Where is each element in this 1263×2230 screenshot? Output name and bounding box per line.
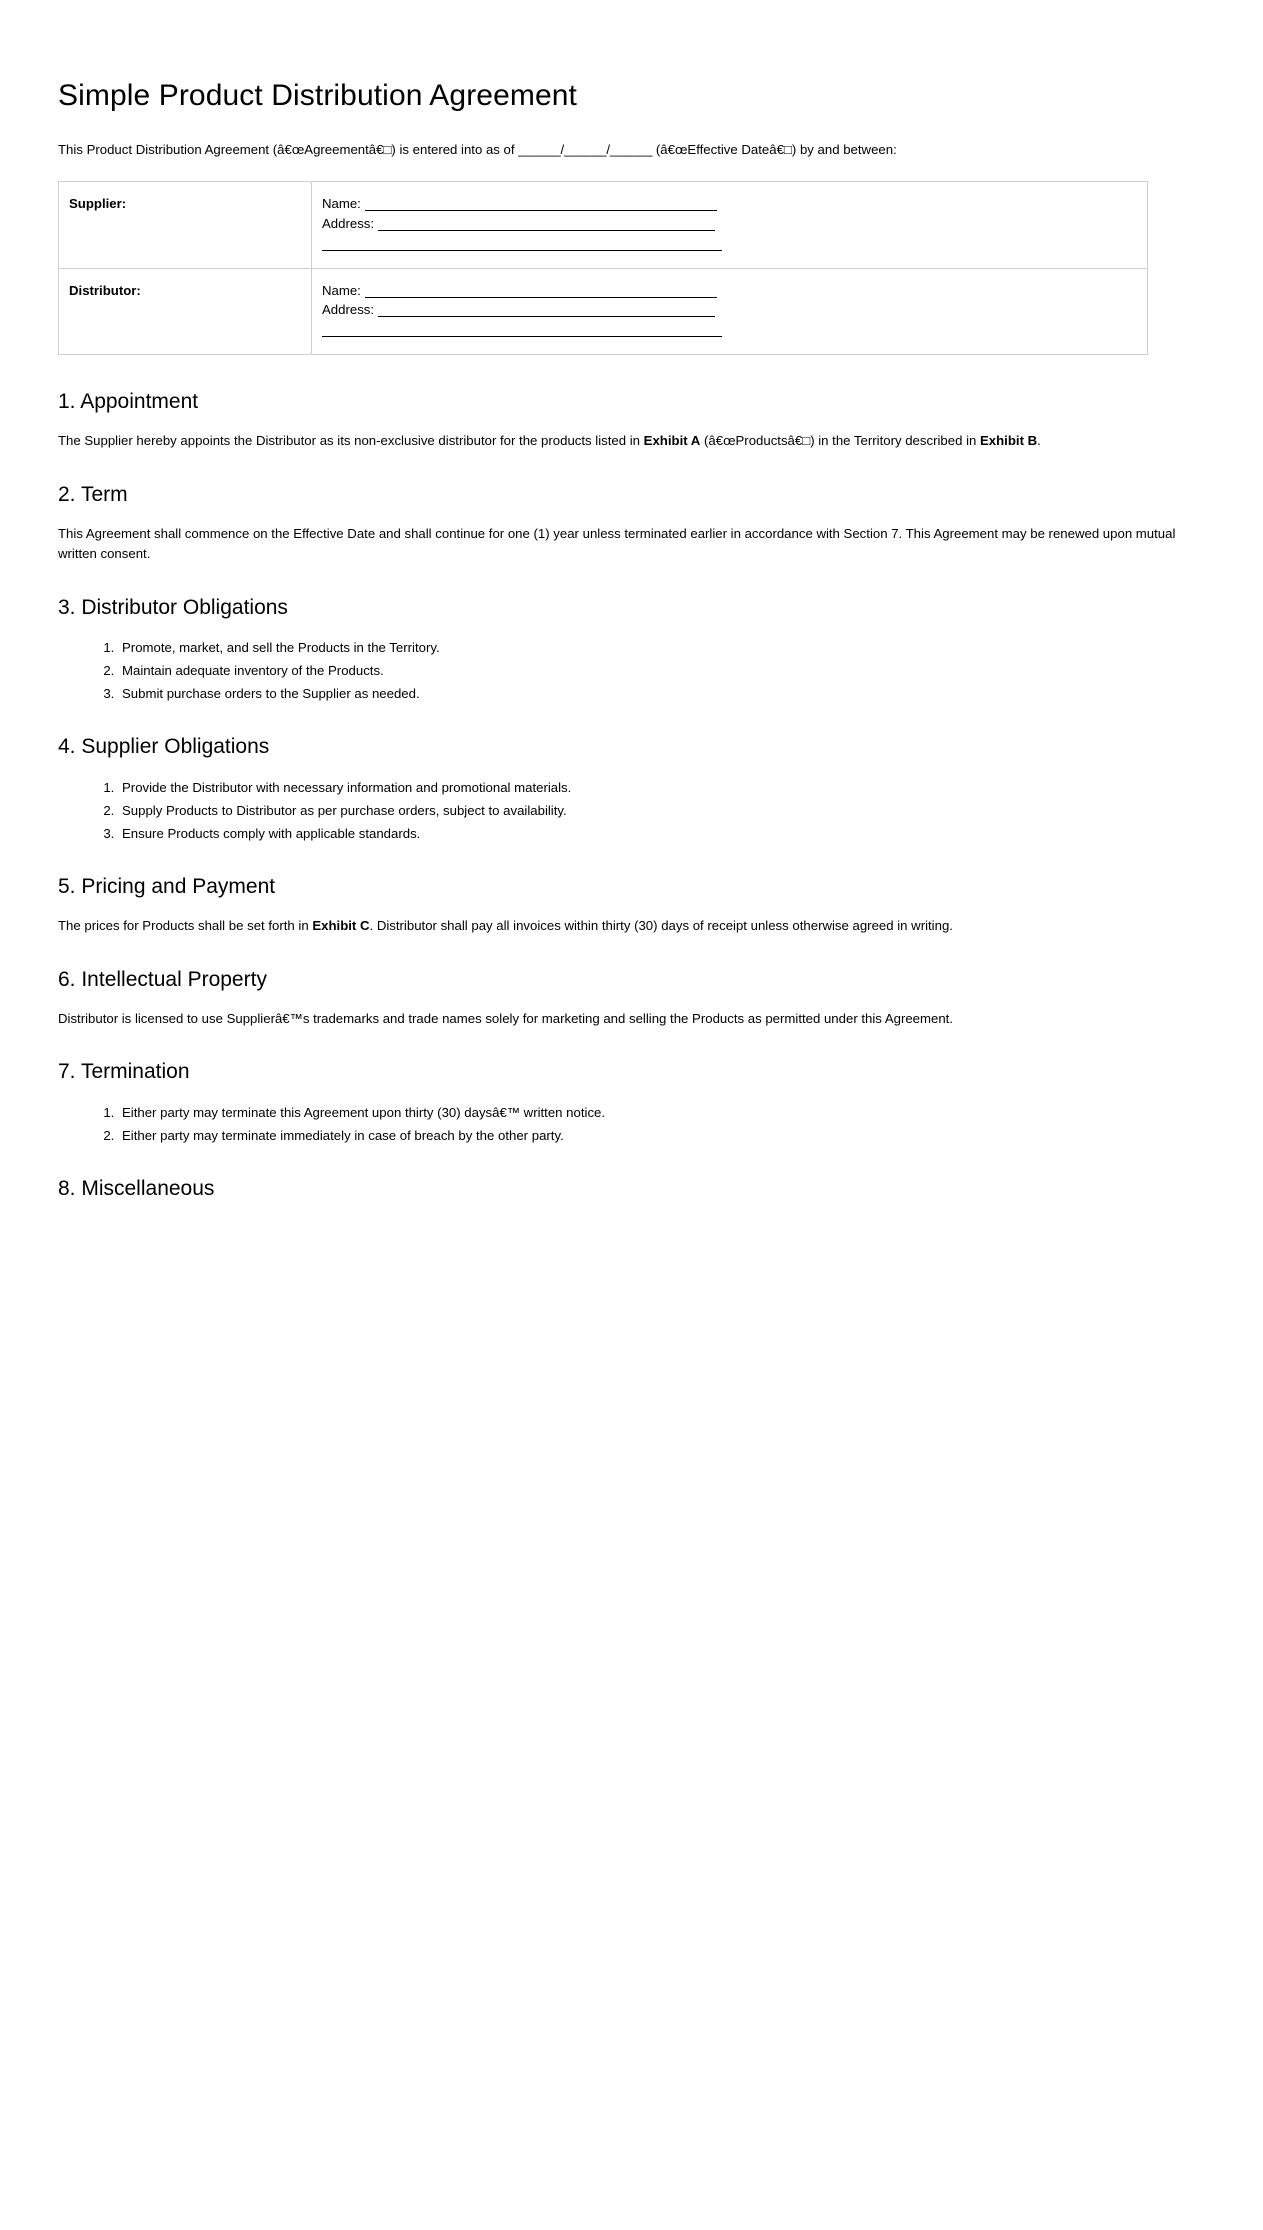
date-blank-month: ______ — [518, 142, 561, 157]
distributor-address-field — [322, 300, 1137, 320]
section-heading-intellectual-property: 6. Intellectual Property — [58, 967, 267, 991]
distributor-name-field — [322, 281, 1137, 301]
supplier-address-label: Address: — [322, 215, 375, 231]
appointment-text-3: . — [1037, 433, 1041, 449]
party-label-distributor: Distributor: — [59, 268, 312, 354]
distributor-name-blank[interactable] — [365, 297, 717, 298]
distributor-name-label: Name: — [322, 282, 361, 298]
distributor-address-continuation — [322, 320, 1137, 340]
list-item: 3. Ensure Products comply with applicable standards. — [118, 823, 1176, 844]
table-row — [59, 182, 1148, 268]
distributor-address-blank[interactable] — [378, 316, 715, 317]
supplier-name-label: Name: — [322, 196, 361, 212]
termination-list — [58, 1102, 1176, 1146]
party-fields-distributor — [312, 268, 1148, 354]
section-body-intellectual-property: Distributor is licensed to use Supplierâ€™s trademarks and trade names solely for marketing and selling the Products as permitted under this Agreement. — [58, 1010, 953, 1026]
party-label-supplier: Supplier: — [59, 182, 312, 268]
list-item: 1. Promote, market, and sell the Products in the Territory. — [118, 637, 1176, 658]
list-item: 2. Maintain adequate inventory of the Products. — [118, 660, 1176, 681]
section-heading-miscellaneous: 8. Miscellaneous — [58, 1176, 215, 1200]
exhibit-b-reference: Exhibit B — [980, 433, 1038, 449]
section-heading-appointment: 1. Appointment — [58, 389, 199, 413]
intro-text-after: (â€œEffective Dateâ€□) by and between: — [652, 142, 897, 157]
supplier-obligations-list — [58, 777, 1176, 844]
date-separator-1: / — [560, 142, 565, 157]
supplier-address-continuation — [322, 234, 1137, 254]
date-blank-day: ______ — [564, 142, 607, 157]
distributor-address-label: Address: — [322, 302, 375, 318]
exhibit-c-reference: Exhibit C — [312, 918, 370, 934]
list-item: 1. Provide the Distributor with necessary information and promotional materials. — [118, 777, 1176, 798]
section-body-pricing — [58, 916, 1176, 936]
section-body-appointment — [58, 431, 1176, 451]
list-item: 2. Either party may terminate immediately in case of breach by the other party. — [118, 1125, 1176, 1146]
section-heading-distributor-obligations: 3. Distributor Obligations — [58, 595, 288, 619]
parties-table — [58, 181, 1148, 355]
appointment-text-2: (â€œProductsâ€□) in the Territory described in — [700, 433, 980, 449]
section-heading-termination: 7. Termination — [58, 1060, 190, 1084]
pricing-text-2: . Distributor shall pay all invoices within thirty (30) days of receipt unless otherwise agreed in writing. — [369, 918, 953, 934]
section-heading-supplier-obligations: 4. Supplier Obligations — [58, 735, 270, 759]
supplier-name-field — [322, 194, 1137, 214]
supplier-name-blank[interactable] — [365, 210, 717, 211]
supplier-address-blank[interactable] — [378, 230, 715, 231]
exhibit-a-reference: Exhibit A — [643, 433, 701, 449]
appointment-text-1: The Supplier hereby appoints the Distributor as its non-exclusive distributor for the products listed in — [58, 433, 644, 449]
section-heading-term: 2. Term — [58, 482, 128, 506]
section-heading-pricing-and-payment: 5. Pricing and Payment — [58, 875, 276, 899]
intro-paragraph — [58, 140, 1176, 159]
section-body-term: This Agreement shall commence on the Effective Date and shall continue for one (1) year unless terminated earlier in accordance with Section 7. This Agreement may be renewed upon mutual written consent. — [58, 525, 1176, 562]
list-item: 3. Submit purchase orders to the Supplier as needed. — [118, 683, 1176, 704]
page-title: Simple Product Distribution Agreement — [58, 79, 577, 112]
list-item: 1. Either party may terminate this Agreement upon thirty (30) daysâ€™ written notice. — [118, 1102, 1176, 1123]
pricing-text-1: The prices for Products shall be set forth in — [58, 918, 313, 934]
distributor-address-blank-2[interactable] — [322, 336, 722, 337]
date-separator-2: / — [606, 142, 611, 157]
table-row — [59, 268, 1148, 354]
date-blank-year: ______ — [610, 142, 653, 157]
party-fields-supplier — [312, 182, 1148, 268]
distributor-obligations-list — [58, 637, 1176, 704]
list-item: 2. Supply Products to Distributor as per purchase orders, subject to availability. — [118, 800, 1176, 821]
document-content — [58, 78, 1176, 1218]
intro-text-before: This Product Distribution Agreement (â€œAgreementâ€□) is entered into as of — [58, 142, 519, 157]
supplier-address-blank-2[interactable] — [322, 250, 722, 251]
supplier-address-field — [322, 214, 1137, 234]
